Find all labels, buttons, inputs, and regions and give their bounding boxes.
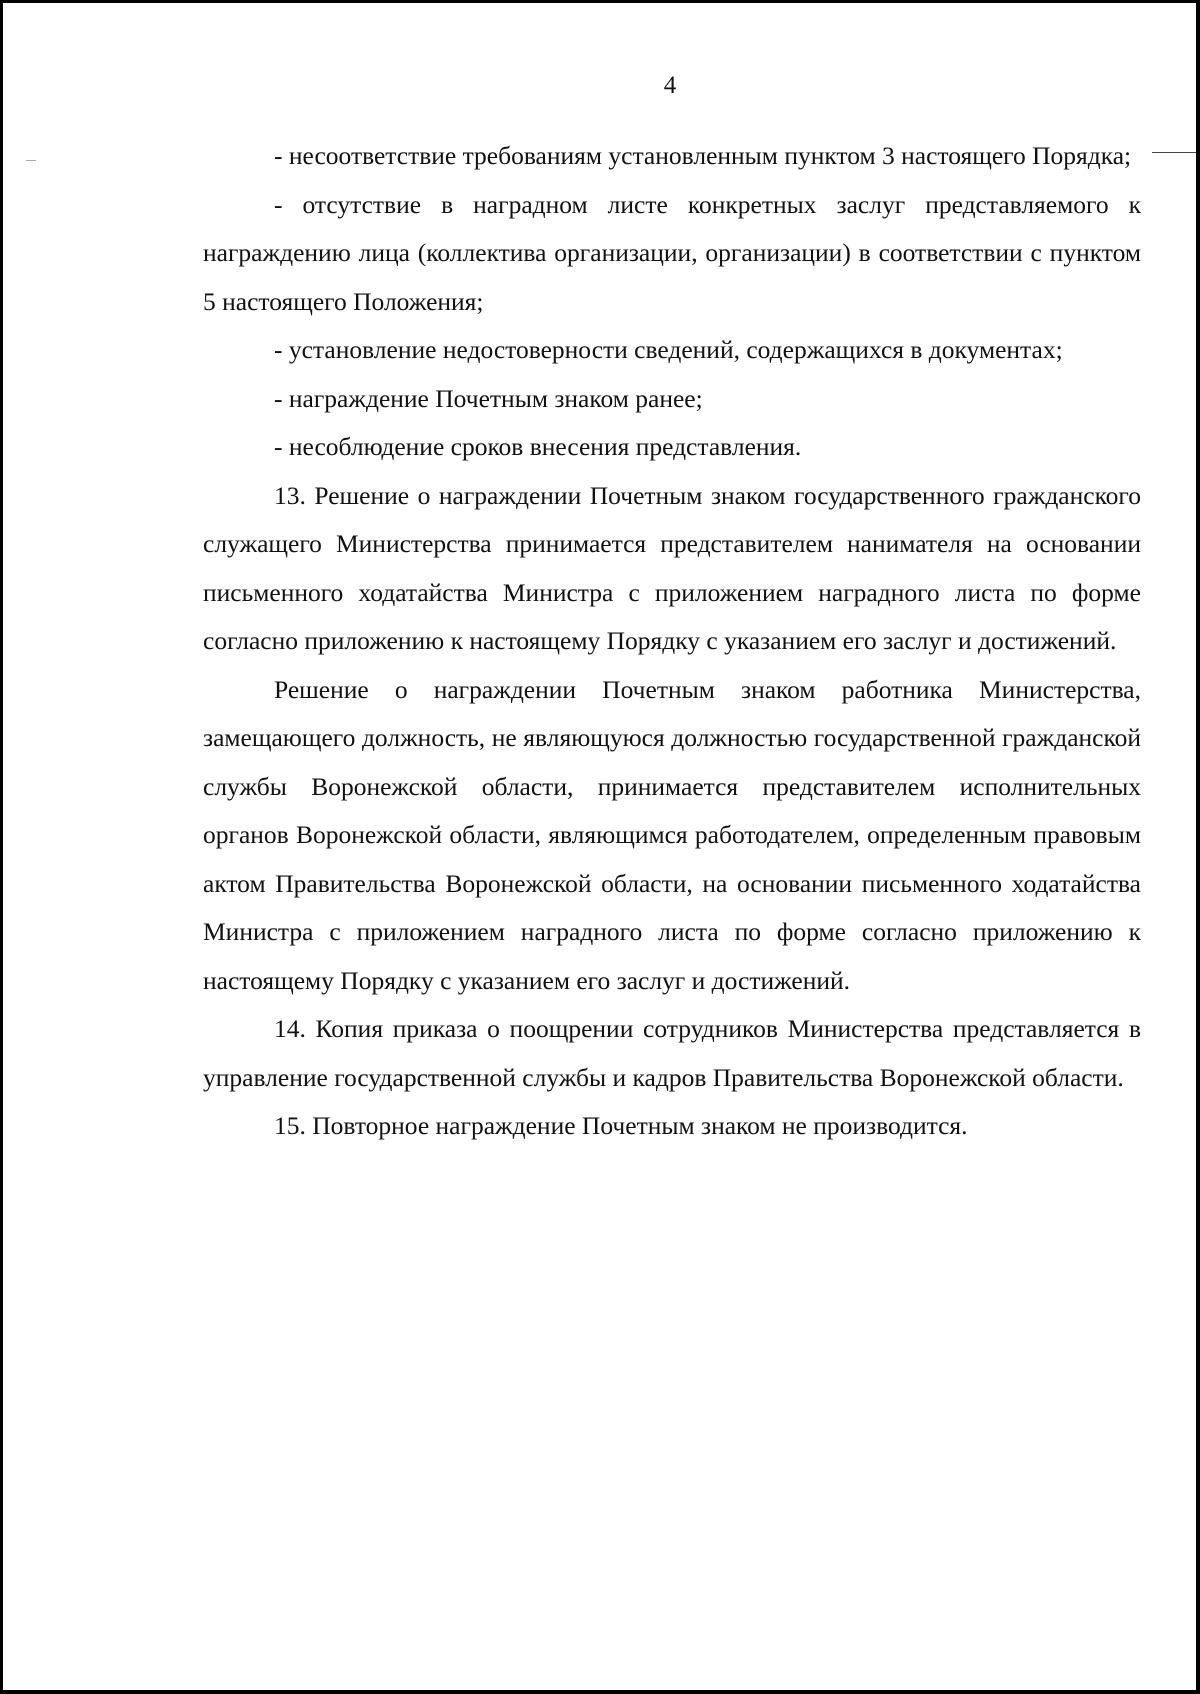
paragraph-item-false-info: - установление недостоверности сведений, содержащихся в документах; bbox=[274, 335, 1063, 364]
paragraph-item-mismatch: - несоответствие требованиям установленным пунктом 3 настоящего Порядка; bbox=[274, 141, 1132, 170]
paragraph-clause-14: 14. Копия приказа о поощрении сотрудников Министерства представляется в управление государственной службы и кадров Правительства Воронежской области. bbox=[203, 1014, 1141, 1092]
paragraph-item-awarded-before: - награждение Почетным знаком ранее; bbox=[274, 383, 703, 413]
paragraph-item-no-merits: - отсутствие в наградном листе конкретных заслуг представляемого к награждению лица (коллектива организации, организации) в соответствии с пунктом 5 настоящего Положения; bbox=[203, 189, 1141, 316]
scan-edge-mark bbox=[1152, 152, 1196, 153]
paragraph-item-deadlines: - несоблюдение сроков внесения представления. bbox=[274, 432, 802, 461]
document-body bbox=[203, 132, 1141, 1151]
paragraph-clause-15: 15. Повторное награждение Почетным знаком не производится. bbox=[274, 1111, 968, 1140]
scan-dust-mark bbox=[26, 160, 36, 161]
paragraph-clause-13: 13. Решение о награждении Почетным знаком государственного гражданского служащего Министерства принимается представителем нанимателя на основании письменного ходатайства Министра с приложением наградного листа по форме согласно приложению к настоящему Порядку с указанием его заслуг и достижений. bbox=[203, 480, 1141, 655]
page-number: 4 bbox=[663, 72, 677, 99]
paragraph-clause-13-worker: Решение о награждении Почетным знаком работника Министерства, замещающего должность, не являющуюся должностью государственной гражданской службы Воронежской области, принимается представителем исполнительных органов Воронежской области, являющимся работодателем, определенным правовым актом Правительства Воронежской области, на основании письменного ходатайства Министра с приложением наградного листа по форме согласно приложению к настоящему Порядку с указанием его заслуг и достижений. bbox=[203, 674, 1141, 995]
